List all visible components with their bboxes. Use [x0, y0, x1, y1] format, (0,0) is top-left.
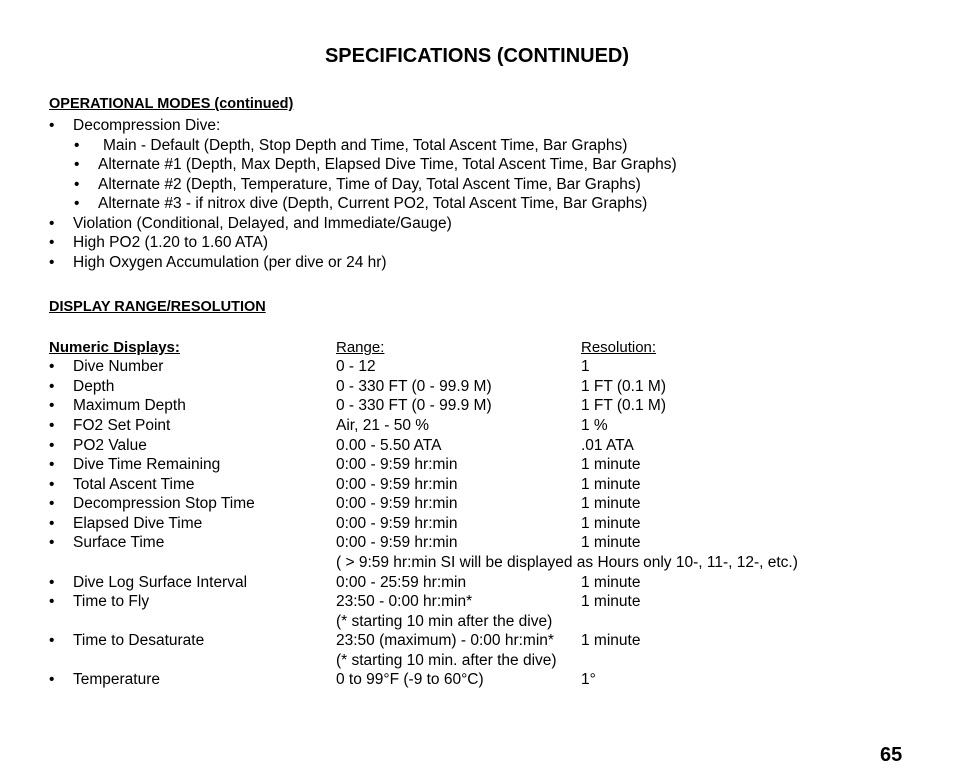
spec-range: 23:50 - 0:00 hr:min*: [336, 593, 473, 610]
spec-resolution: 1 FT (0.1 M): [581, 378, 666, 395]
page-title: SPECIFICATIONS (CONTINUED): [324, 45, 630, 67]
bullet: •: [49, 215, 55, 232]
spec-resolution: 1 minute: [581, 456, 641, 473]
spec-resolution: 1 FT (0.1 M): [581, 397, 666, 414]
time-to-fly-note: (* starting 10 min after the dive): [336, 613, 553, 630]
spec-range: 23:50 (maximum) - 0:00 hr:min*: [336, 632, 554, 649]
bullet: •: [49, 417, 55, 434]
spec-range: 0:00 - 9:59 hr:min: [336, 456, 458, 473]
spec-resolution: 1°: [581, 671, 596, 688]
spec-name: Dive Time Remaining: [73, 456, 221, 473]
decompression-dive-item: Decompression Dive:: [73, 117, 221, 134]
spec-resolution: 1: [581, 358, 590, 375]
spec-name: Total Ascent Time: [73, 476, 195, 493]
bullet: •: [49, 234, 55, 251]
spec-range: 0 - 12: [336, 358, 376, 375]
bullet: •: [49, 397, 55, 414]
high-po2-item: High PO2 (1.20 to 1.60 ATA): [73, 234, 268, 251]
spec-range: 0.00 - 5.50 ATA: [336, 437, 442, 454]
spec-name: Dive Log Surface Interval: [73, 574, 248, 591]
bullet: •: [49, 378, 55, 395]
spec-name: Surface Time: [73, 534, 165, 551]
numeric-displays-header: Numeric Displays:: [49, 339, 180, 356]
spec-name: Time to Desaturate: [73, 632, 205, 649]
bullet: •: [49, 574, 55, 591]
spec-range: 0:00 - 9:59 hr:min: [336, 495, 458, 512]
spec-name: FO2 Set Point: [73, 417, 171, 434]
mode-main-default: Main - Default (Depth, Stop Depth and Time, Total Ascent Time, Bar Graphs): [103, 137, 628, 154]
spec-range: 0 - 330 FT (0 - 99.9 M): [336, 397, 492, 414]
mode-alternate-3: Alternate #3 - if nitrox dive (Depth, Current PO2, Total Ascent Time, Bar Graphs): [98, 195, 648, 212]
spec-resolution: .01 ATA: [581, 437, 634, 454]
spec-resolution: 1 minute: [581, 515, 641, 532]
spec-range: 0:00 - 25:59 hr:min: [336, 574, 467, 591]
spec-name: Temperature: [73, 671, 161, 688]
desaturate-note: (* starting 10 min. after the dive): [336, 652, 557, 669]
mode-alternate-2: Alternate #2 (Depth, Temperature, Time of Day, Total Ascent Time, Bar Graphs): [98, 176, 641, 193]
bullet: •: [49, 593, 55, 610]
spec-resolution: 1 minute: [581, 495, 641, 512]
bullet: •: [49, 632, 55, 649]
spec-name: Dive Number: [73, 358, 164, 375]
bullet: •: [49, 117, 55, 134]
spec-range: 0:00 - 9:59 hr:min: [336, 534, 458, 551]
surface-time-note: ( > 9:59 hr:min SI will be displayed as Hours only 10-, 11-, 12-, etc.): [336, 554, 798, 571]
bullet: •: [74, 156, 80, 173]
resolution-header: Resolution:: [581, 339, 657, 356]
spec-range: 0 - 330 FT (0 - 99.9 M): [336, 378, 492, 395]
high-oxygen-item: High Oxygen Accumulation (per dive or 24 hr): [73, 254, 387, 271]
mode-alternate-1: Alternate #1 (Depth, Max Depth, Elapsed Dive Time, Total Ascent Time, Bar Graphs): [98, 156, 677, 173]
spec-resolution: 1 minute: [581, 574, 641, 591]
page-number: 65: [880, 744, 903, 766]
spec-resolution: 1 minute: [581, 476, 641, 493]
bullet: •: [49, 534, 55, 551]
bullet: •: [49, 671, 55, 688]
bullet: •: [74, 176, 80, 193]
spec-resolution: 1 minute: [581, 534, 641, 551]
bullet: •: [49, 456, 55, 473]
spec-range: 0:00 - 9:59 hr:min: [336, 476, 458, 493]
operational-modes-heading: OPERATIONAL MODES (continued): [49, 96, 294, 112]
bullet: •: [49, 495, 55, 512]
spec-name: Elapsed Dive Time: [73, 515, 203, 532]
bullet: •: [49, 437, 55, 454]
spec-resolution: 1 %: [581, 417, 608, 434]
bullet: •: [74, 137, 80, 154]
spec-name: Decompression Stop Time: [73, 495, 255, 512]
bullet: •: [49, 358, 55, 375]
spec-name: Maximum Depth: [73, 397, 186, 414]
violation-item: Violation (Conditional, Delayed, and Immediate/Gauge): [73, 215, 452, 232]
bullet: •: [49, 515, 55, 532]
bullet: •: [49, 476, 55, 493]
spec-name: Time to Fly: [73, 593, 150, 610]
spec-name: PO2 Value: [73, 437, 147, 454]
bullet: •: [49, 254, 55, 271]
range-header: Range:: [336, 339, 385, 356]
spec-name: Depth: [73, 378, 115, 395]
bullet: •: [74, 195, 80, 212]
spec-range: Air, 21 - 50 %: [336, 417, 430, 434]
spec-resolution: 1 minute: [581, 593, 641, 610]
spec-resolution: 1 minute: [581, 632, 641, 649]
display-range-heading: DISPLAY RANGE/RESOLUTION: [49, 299, 266, 315]
spec-range: 0:00 - 9:59 hr:min: [336, 515, 458, 532]
spec-range: 0 to 99°F (-9 to 60°C): [336, 671, 484, 688]
